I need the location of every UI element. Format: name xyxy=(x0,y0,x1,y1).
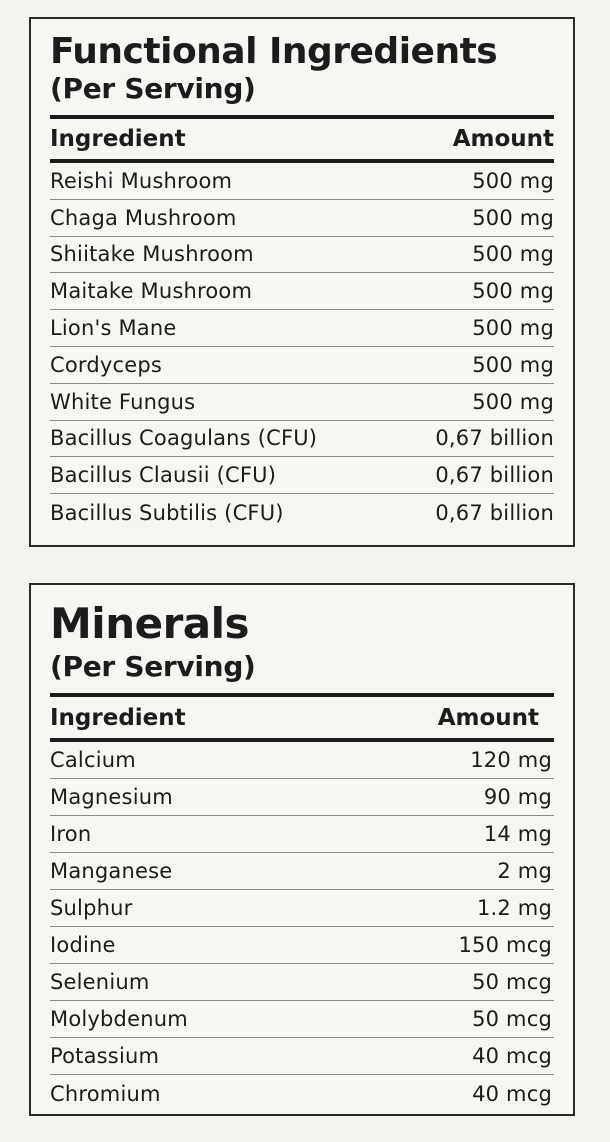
ingredient-amount: 500 mg xyxy=(472,389,554,414)
ingredient-column-header: Ingredient xyxy=(50,704,186,731)
panel-title: Functional Ingredients xyxy=(50,31,498,72)
ingredient-name: Bacillus Coagulans (CFU) xyxy=(50,426,318,451)
ingredient-amount: 120 mg xyxy=(470,748,552,772)
panel-subtitle: (Per Serving) xyxy=(50,72,256,105)
ingredient-amount: 0,67 billion xyxy=(435,426,554,451)
table-row xyxy=(50,927,554,964)
amount-column-header: Amount xyxy=(452,126,554,152)
ingredient-amount: 0,67 billion xyxy=(435,463,554,488)
table-row xyxy=(50,494,554,531)
ingredient-name: Maitake Mushroom xyxy=(50,279,253,304)
table-header xyxy=(50,119,554,163)
ingredient-amount: 500 mg xyxy=(472,168,554,193)
ingredient-amount: 50 mcg xyxy=(472,1007,552,1031)
ingredient-name: Magnesium xyxy=(50,785,173,809)
table-body xyxy=(50,742,554,1112)
ingredient-name: Chaga Mushroom xyxy=(50,205,237,230)
ingredient-amount: 40 mcg xyxy=(472,1081,552,1106)
ingredient-name: Chromium xyxy=(50,1081,161,1106)
table-row xyxy=(50,237,554,274)
ingredient-name: Shiitake Mushroom xyxy=(50,242,254,267)
ingredient-name: Sulphur xyxy=(50,896,133,920)
ingredient-column-header: Ingredient xyxy=(50,126,186,152)
ingredient-amount: 1.2 mg xyxy=(476,896,552,920)
ingredient-amount: 90 mg xyxy=(483,785,552,809)
table-row xyxy=(50,853,554,890)
table-row xyxy=(50,816,554,853)
table-row xyxy=(50,421,554,458)
minerals-panel xyxy=(29,583,575,1116)
ingredient-name: Manganese xyxy=(50,859,173,883)
ingredient-amount: 500 mg xyxy=(472,205,554,230)
ingredient-name: Lion's Mane xyxy=(50,316,177,341)
table-row xyxy=(50,457,554,494)
table-row xyxy=(50,742,554,779)
table-body xyxy=(50,163,554,531)
functional-ingredients-panel xyxy=(29,17,575,547)
ingredient-amount: 50 mcg xyxy=(472,970,552,994)
table-row xyxy=(50,1001,554,1038)
ingredient-amount: 2 mg xyxy=(497,859,552,883)
table-row xyxy=(50,779,554,816)
table-row xyxy=(50,347,554,384)
table-row xyxy=(50,1038,554,1075)
ingredient-name: Cordyceps xyxy=(50,352,163,377)
ingredient-amount: 40 mcg xyxy=(472,1044,552,1068)
table-row xyxy=(50,273,554,310)
ingredient-name: Bacillus Clausii (CFU) xyxy=(50,463,277,488)
table-row xyxy=(50,964,554,1001)
ingredient-name: Molybdenum xyxy=(50,1007,188,1031)
panel-subtitle: (Per Serving) xyxy=(50,650,256,683)
table-row xyxy=(50,200,554,237)
ingredient-amount: 150 mcg xyxy=(458,933,552,957)
ingredient-name: Bacillus Subtilis (CFU) xyxy=(50,500,284,525)
table-header xyxy=(50,697,554,742)
ingredient-amount: 14 mg xyxy=(483,822,552,846)
table-row xyxy=(50,384,554,421)
ingredient-amount: 500 mg xyxy=(472,316,554,341)
table-row xyxy=(50,1075,554,1112)
ingredient-name: Calcium xyxy=(50,748,136,772)
ingredient-name: Potassium xyxy=(50,1044,160,1068)
ingredient-amount: 500 mg xyxy=(472,352,554,377)
ingredient-name: White Fungus xyxy=(50,389,196,414)
ingredient-amount: 500 mg xyxy=(472,279,554,304)
ingredient-name: Iron xyxy=(50,822,92,846)
panel-title: Minerals xyxy=(50,599,250,648)
table-row xyxy=(50,163,554,200)
table-row xyxy=(50,890,554,927)
table-row xyxy=(50,310,554,347)
ingredient-name: Reishi Mushroom xyxy=(50,168,233,193)
amount-column-header: Amount xyxy=(437,704,539,731)
ingredient-name: Selenium xyxy=(50,970,150,994)
ingredient-amount: 500 mg xyxy=(472,242,554,267)
ingredient-name: Iodine xyxy=(50,933,116,957)
ingredient-amount: 0,67 billion xyxy=(435,500,554,525)
